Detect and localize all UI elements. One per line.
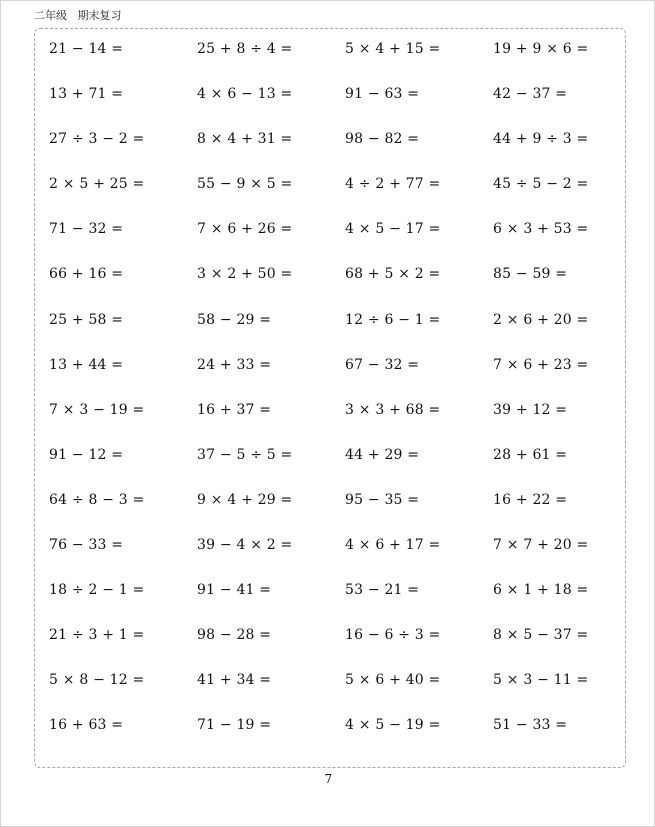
math-problem: 64 ÷ 8 − 3 = (49, 491, 145, 508)
math-problem: 85 − 59 = (493, 266, 568, 283)
math-problem: 76 − 33 = (49, 537, 124, 554)
math-problem: 3 × 3 + 68 = (345, 401, 441, 418)
math-problem: 98 − 82 = (345, 131, 420, 148)
math-problem: 4 × 6 − 13 = (197, 86, 293, 103)
math-problem: 95 − 35 = (345, 491, 420, 508)
math-problem: 25 + 58 = (49, 311, 124, 328)
math-problem: 41 + 34 = (197, 672, 272, 689)
math-problem: 7 × 7 + 20 = (493, 537, 589, 554)
math-problem: 91 − 12 = (49, 446, 124, 463)
math-problem: 66 + 16 = (49, 266, 124, 283)
math-problem: 13 + 71 = (49, 86, 124, 103)
math-problem: 19 + 9 × 6 = (493, 41, 589, 57)
math-problem: 91 − 41 = (197, 582, 272, 599)
math-problem: 24 + 33 = (197, 356, 272, 373)
math-problem: 53 − 21 = (345, 582, 420, 599)
math-problem: 98 − 28 = (197, 627, 272, 644)
math-problem: 68 + 5 × 2 = (345, 266, 441, 283)
math-problem: 13 + 44 = (49, 356, 124, 373)
math-problem: 39 − 4 × 2 = (197, 537, 293, 554)
math-problem: 2 × 5 + 25 = (49, 176, 145, 193)
math-problem: 4 ÷ 2 + 77 = (345, 176, 441, 193)
math-problem: 58 − 29 = (197, 311, 272, 328)
problem-grid (49, 36, 609, 758)
math-problem: 16 + 63 = (49, 717, 124, 734)
math-problem: 42 − 37 = (493, 86, 568, 103)
math-problem: 67 − 32 = (345, 356, 420, 373)
math-problem: 16 + 22 = (493, 491, 568, 508)
math-problem: 7 × 6 + 26 = (197, 221, 293, 238)
math-problem: 37 − 5 ÷ 5 = (197, 446, 293, 463)
math-problem: 4 × 6 + 17 = (345, 537, 441, 554)
math-problem: 45 ÷ 5 − 2 = (493, 176, 589, 193)
math-problem: 16 − 6 ÷ 3 = (345, 627, 441, 644)
math-problem: 5 × 4 + 15 = (345, 41, 441, 57)
math-problem: 4 × 5 − 17 = (345, 221, 441, 238)
math-problem: 44 + 9 ÷ 3 = (493, 131, 589, 148)
math-problem: 5 × 3 − 11 = (493, 672, 589, 689)
math-problem: 8 × 4 + 31 = (197, 131, 293, 148)
math-problem: 4 × 5 − 19 = (345, 717, 441, 734)
math-problem: 44 + 29 = (345, 446, 420, 463)
math-problem: 25 + 8 ÷ 4 = (197, 41, 293, 57)
math-problem: 39 + 12 = (493, 401, 568, 418)
math-problem: 18 ÷ 2 − 1 = (49, 582, 145, 599)
math-problem: 6 × 3 + 53 = (493, 221, 589, 238)
math-problem: 5 × 8 − 12 = (49, 672, 145, 689)
math-problem: 5 × 6 + 40 = (345, 672, 441, 689)
math-problem: 9 × 4 + 29 = (197, 491, 293, 508)
math-problem: 2 × 6 + 20 = (493, 311, 589, 328)
math-problem: 28 + 61 = (493, 446, 568, 463)
math-problem: 3 × 2 + 50 = (197, 266, 293, 283)
page-number: 7 (324, 772, 333, 786)
math-problem: 51 − 33 = (493, 717, 568, 734)
math-problem: 71 − 19 = (197, 717, 272, 734)
math-problem: 91 − 63 = (345, 86, 420, 103)
page-header: 二年级 期末复习 (34, 9, 122, 22)
math-problem: 27 ÷ 3 − 2 = (49, 131, 145, 148)
math-problem: 7 × 3 − 19 = (49, 401, 145, 418)
math-problem: 6 × 1 + 18 = (493, 582, 589, 599)
math-problem: 12 ÷ 6 − 1 = (345, 311, 441, 328)
math-problem: 21 − 14 = (49, 41, 124, 57)
math-problem: 21 ÷ 3 + 1 = (49, 627, 145, 644)
math-problem: 55 − 9 × 5 = (197, 176, 293, 193)
math-problem: 8 × 5 − 37 = (493, 627, 589, 644)
math-problem: 7 × 6 + 23 = (493, 356, 589, 373)
math-problem: 71 − 32 = (49, 221, 124, 238)
math-problem: 16 + 37 = (197, 401, 272, 418)
